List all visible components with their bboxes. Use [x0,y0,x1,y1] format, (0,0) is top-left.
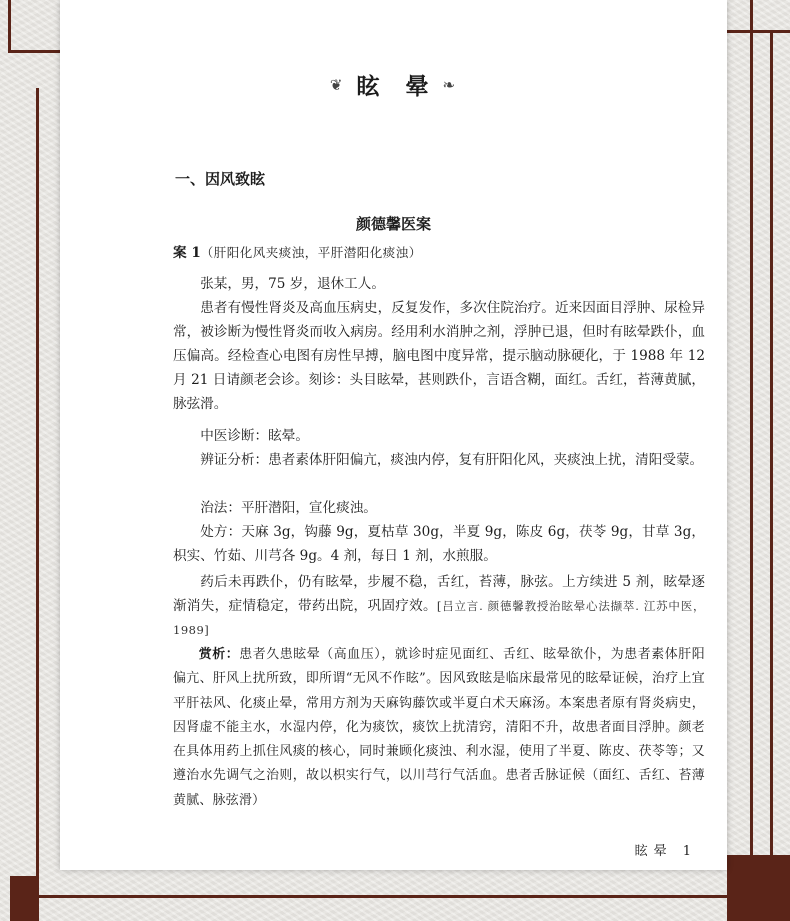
frame-line-right-v [750,0,753,921]
case-note: （肝阳化风夹痰浊，平肝潜阳化痰浊） [200,245,422,260]
page-number: 1 [682,844,697,859]
section-heading: 一、因风致眩 [175,170,266,188]
title-text: 眩 晕 [356,73,431,100]
commentary-paragraph [173,643,705,813]
case-label: 案 1 [173,245,201,261]
frame-line-right-h [727,30,790,33]
outcome-text: 药后未再跌仆，仍有眩晕，步履不稳，舌红，苔薄，脉弦。上方续进 5 剂，眩晕逐渐消失，症情稳定，带药出院，巩固疗效。 [173,574,705,614]
running-head: 眩晕 [634,844,673,859]
commentary-text: 患者久患眩晕（高血压），就诊时症见面红、舌红、眩晕欲仆，为患者素体肝阳偏亢、肝风上扰所致，即所谓“无风不作眩”。因风致眩是临床最常见的眩晕证候，治疗上宜平肝祛风、化痰止晕，常用方剂为天麻钩藤饮或半夏白术天麻汤。本案患者原有肾炎病史，因肾虚不能主水，水湿内停，化为痰饮，痰饮上扰清窍，清阳不升，故患者面目浮肿。颜老在具体用药上抓住风痰的核心，同时兼顾化痰浊、利水湿，使用了半夏、陈皮、茯苓等；又遵治水先调气之治则，故以枳实行气，以川芎行气活血。患者舌脉证候（面红、舌红、苔薄黄腻、脉弦滑） [173,647,705,808]
prescription-paragraph: 处方：天麻 3g，钩藤 9g，夏枯草 30g，半夏 9g，陈皮 6g，茯苓 9g，甘草 3g，枳实、竹茹、川芎各 9g。4 剂，每日 1 剂，水煎服。 [173,524,705,564]
treatment-paragraph: 治法：平肝潜阳，宣化痰浊。 [200,500,377,516]
frame-block-bottom-right [727,855,790,921]
frame-line-bottom-right-v [770,30,773,921]
title-ornament-right-icon: ❧ [442,75,458,94]
history-paragraph: 患者有慢性肾炎及高血压病史，反复发作，多次住院治疗。近来因面目浮肿、尿检异常，被诊断为慢性肾炎而收入病房。经用利水消肿之剂，浮肿已退，但时有眩晕跌仆，血压偏高。经检查心电图有房性早搏，脑电图中度异常，提示脑动脉硬化，于 1988 年 12 月 21 日请颜老会诊。刻诊：头目眩晕，甚则跌仆，言语含糊，面红。舌红，苔薄黄腻，脉弦滑。 [173,300,705,412]
chapter-title [60,68,727,101]
title-ornament-left-icon: ❦ [329,75,345,94]
diagnosis-paragraph: 中医诊断：眩晕。 [200,428,309,444]
document-page [60,0,727,870]
patient-info: 张某，男，75 岁，退休工人。 [200,276,385,292]
page-footer [635,840,697,859]
analysis-paragraph: 辨证分析：患者素体肝阳偏亢，痰浊内停，复有肝阳化风，夹痰浊上扰，清阳受蒙。 [200,452,704,468]
commentary-label: 赏析： [198,647,240,662]
frame-block-bottom-left [10,876,36,921]
case-header [173,241,705,265]
frame-line-left-v [36,88,39,921]
frame-line-bottom-h [36,895,727,898]
case-source-subtitle: 颜德馨医案 [355,215,431,233]
outcome-paragraph [173,570,705,642]
frame-line-top-left-h [8,50,60,53]
frame-line-top-left-v [8,0,11,53]
reference-citation: [吕立言. 颜德馨教授治眩晕心法撷萃. 江苏中医，1989] [173,599,706,637]
